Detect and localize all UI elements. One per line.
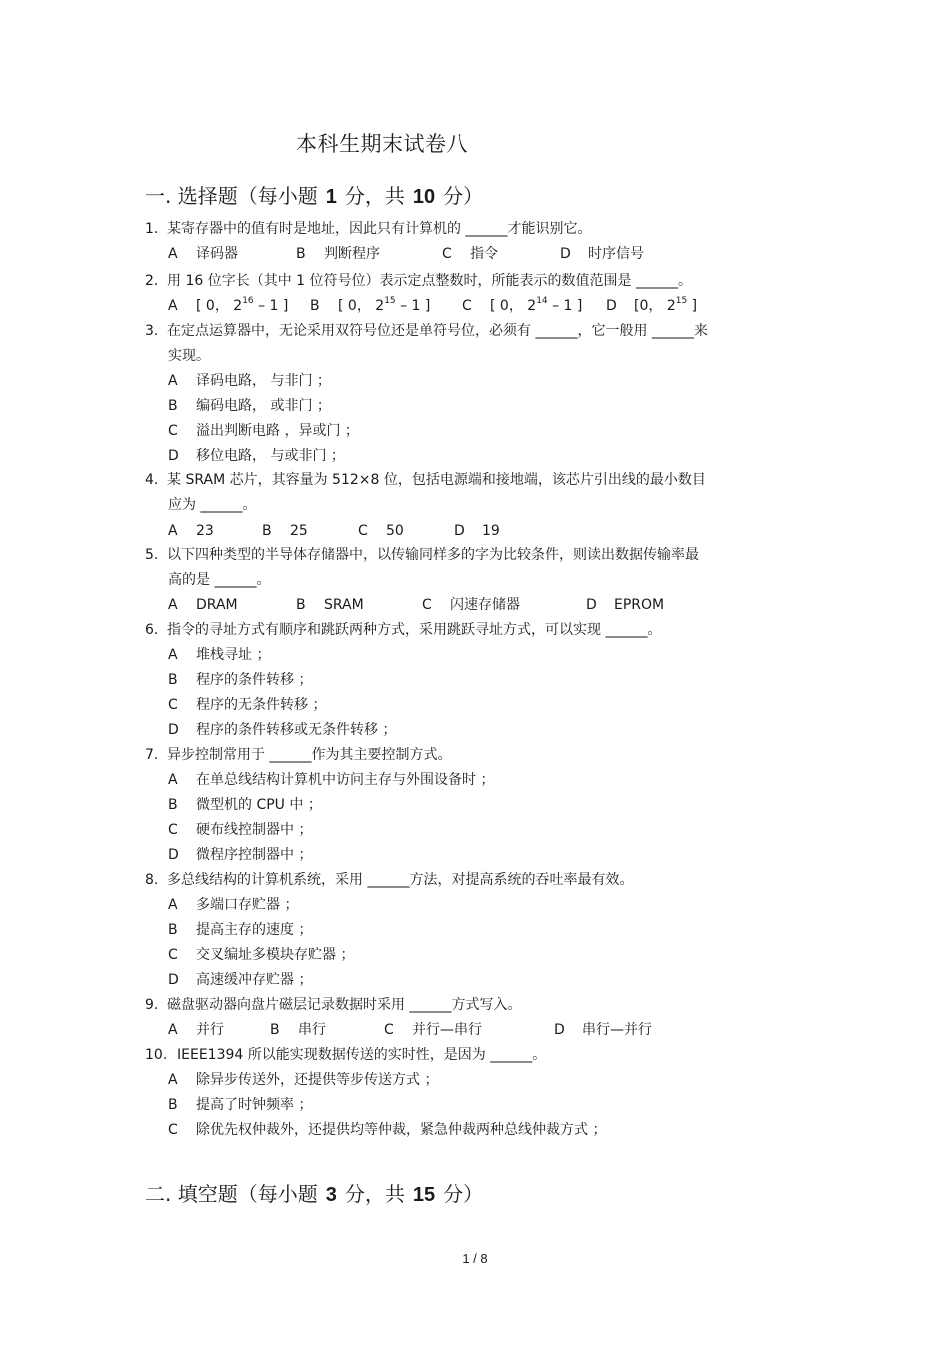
question-5-option-d: D EPROM [586, 597, 665, 613]
section-1-prefix: 一. 选择题（每小题 [145, 184, 318, 208]
section-1-total: 10 [412, 186, 436, 208]
question-2 [145, 272, 692, 290]
question-9-options [168, 1021, 652, 1039]
question-6-option-c: C 程序的无条件转移 ； [168, 697, 327, 713]
question-4-text: 某 SRAM 芯片，其容量为 512×8 位，包括电源端和接地端，该芯片引出线的最小数目 [167, 472, 706, 488]
question-9-text: 磁盘驱动器向盘片磁层记录数据时采用 ______方式写入。 [167, 997, 522, 1013]
question-3-option-a: A 译码电路， 与非门 ； [168, 373, 331, 389]
question-3-option-c: C 溢出判断电路 ，异或门 ； [168, 423, 359, 439]
question-8-option-b: B 提高主存的速度 ； [168, 922, 313, 938]
question-7-option-b: B 微型机的 CPU 中 ； [168, 797, 322, 813]
question-7-option-a: A 在单总线结构计算机中访问主存与外围设备时 ； [168, 772, 495, 788]
question-6 [145, 621, 661, 639]
question-5-option-a: A DRAM [168, 597, 238, 613]
question-3-text: 在定点运算器中，无论采用双符号位还是单符号位，必须有 ______，它一般用 ______来 [167, 323, 708, 339]
question-6-text: 指令的寻址方式有顺序和跳跃两种方式，采用跳跃寻址方式，可以实现 ______。 [167, 622, 662, 638]
question-1-option-b: B 判断程序 [296, 246, 380, 262]
question-1 [145, 220, 591, 238]
question-8-option-c: C 交叉编址多模块存贮器 ； [168, 947, 355, 963]
question-7-option-c: C 硬布线控制器中 ； [168, 822, 313, 838]
question-2-option-b: B [ 0， $2^{15} - 1$ ] [310, 296, 431, 314]
question-6-option-b: B 程序的条件转移 ； [168, 672, 313, 688]
section-1-points: 1 [325, 186, 337, 208]
question-7 [145, 746, 451, 764]
question-3-text-cont: 实现。 [168, 348, 210, 364]
question-8-text: 多总线结构的计算机系统，采用 ______方法，对提高系统的吞吐率最有效。 [167, 872, 634, 888]
question-7-text: 异步控制常用于 ______作为其主要控制方式。 [167, 747, 452, 763]
question-3-option-b: B 编码电路， 或非门 ； [168, 398, 331, 414]
question-8-option-d: D 高速缓冲存贮器 ； [168, 972, 313, 988]
page-number: 1 / 8 [462, 1251, 488, 1266]
question-4 [145, 471, 706, 489]
question-5-options [168, 596, 664, 614]
question-8-number: 8. [145, 872, 159, 888]
question-10-text: IEEE1394 所以能实现数据传送的实时性，是因为 ______。 [177, 1047, 547, 1063]
question-10-option-c: C 除优先权仲裁外，还提供均等仲裁，紧急仲裁两种总线仲裁方式 ； [168, 1122, 607, 1138]
section-1-heading [145, 180, 483, 209]
question-5-option-c: C 闪速存储器 [422, 597, 520, 613]
question-5-option-b: B SRAM [296, 597, 364, 613]
page-title: 本科生期末试卷八 [296, 132, 468, 156]
section-2-prefix: 二. 填空题（每小题 [145, 1182, 318, 1206]
question-4-option-c: C 50 [358, 523, 404, 539]
question-5-number: 5. [145, 547, 159, 563]
question-1-option-c: C 指令 [442, 246, 498, 262]
section-1-suffix: 分） [443, 184, 484, 208]
question-4-text-cont: 应为 ______。 [168, 497, 257, 513]
question-10 [145, 1046, 546, 1064]
question-1-option-d: D 时序信号 [560, 246, 644, 262]
question-10-option-b: B 提高了时钟频率 ； [168, 1097, 313, 1113]
question-2-text: 用 16 位字长（其中 1 位符号位）表示定点整数时，所能表示的数值范围是 ______。 [167, 273, 692, 289]
question-4-option-a: A 23 [168, 523, 214, 539]
question-2-options [168, 297, 697, 315]
question-2-option-d: D [0， $2^{15}$ ] [606, 296, 698, 314]
question-5-text-cont: 高的是 ______。 [168, 572, 271, 588]
question-9-number: 9. [145, 997, 159, 1013]
question-6-number: 6. [145, 622, 159, 638]
question-8-option-a: A 多端口存贮器 ； [168, 897, 299, 913]
question-4-options [168, 522, 500, 540]
question-3 [145, 322, 708, 340]
section-2-middle: 分，共 [344, 1182, 405, 1206]
section-2-total: 15 [412, 1184, 436, 1206]
question-9 [145, 996, 521, 1014]
question-9-option-d: D 串行—并行 [554, 1022, 652, 1038]
question-3-number: 3. [145, 323, 159, 339]
section-1-middle: 分，共 [344, 184, 405, 208]
question-5 [145, 546, 699, 564]
question-9-option-a: A 并行 [168, 1022, 224, 1038]
question-10-number: 10. [145, 1047, 168, 1063]
question-1-number: 1. [145, 221, 159, 237]
question-10-option-a: A 除异步传送外，还提供等步传送方式 ； [168, 1072, 439, 1088]
question-6-option-d: D 程序的条件转移或无条件转移 ； [168, 722, 397, 738]
question-7-option-d: D 微程序控制器中 ； [168, 847, 313, 863]
question-4-option-b: B 25 [262, 523, 308, 539]
section-2-suffix: 分） [443, 1182, 484, 1206]
question-9-option-b: B 串行 [270, 1022, 326, 1038]
question-6-option-a: A 堆栈寻址 ； [168, 647, 271, 663]
question-5-text: 以下四种类型的半导体存储器中，以传输同样多的字为比较条件，则读出数据传输率最 [167, 547, 699, 563]
question-1-text: 某寄存器中的值有时是地址，因此只有计算机的 ______才能识别它。 [167, 221, 592, 237]
question-4-number: 4. [145, 472, 159, 488]
question-2-option-a: A [ 0， $2^{16} - 1$ ] [168, 296, 289, 314]
question-4-option-d: D 19 [454, 523, 500, 539]
question-7-number: 7. [145, 747, 159, 763]
question-2-option-c: C [ 0， $2^{14} - 1$ ] [462, 296, 583, 314]
section-2-heading [145, 1178, 483, 1207]
question-8 [145, 871, 633, 889]
question-1-option-a: A 译码器 [168, 246, 238, 262]
question-2-number: 2. [145, 273, 159, 289]
section-2-points: 3 [325, 1184, 337, 1206]
question-3-option-d: D 移位电路， 与或非门 ； [168, 448, 345, 464]
question-9-option-c: C 并行—串行 [384, 1022, 482, 1038]
question-1-options [168, 245, 644, 263]
